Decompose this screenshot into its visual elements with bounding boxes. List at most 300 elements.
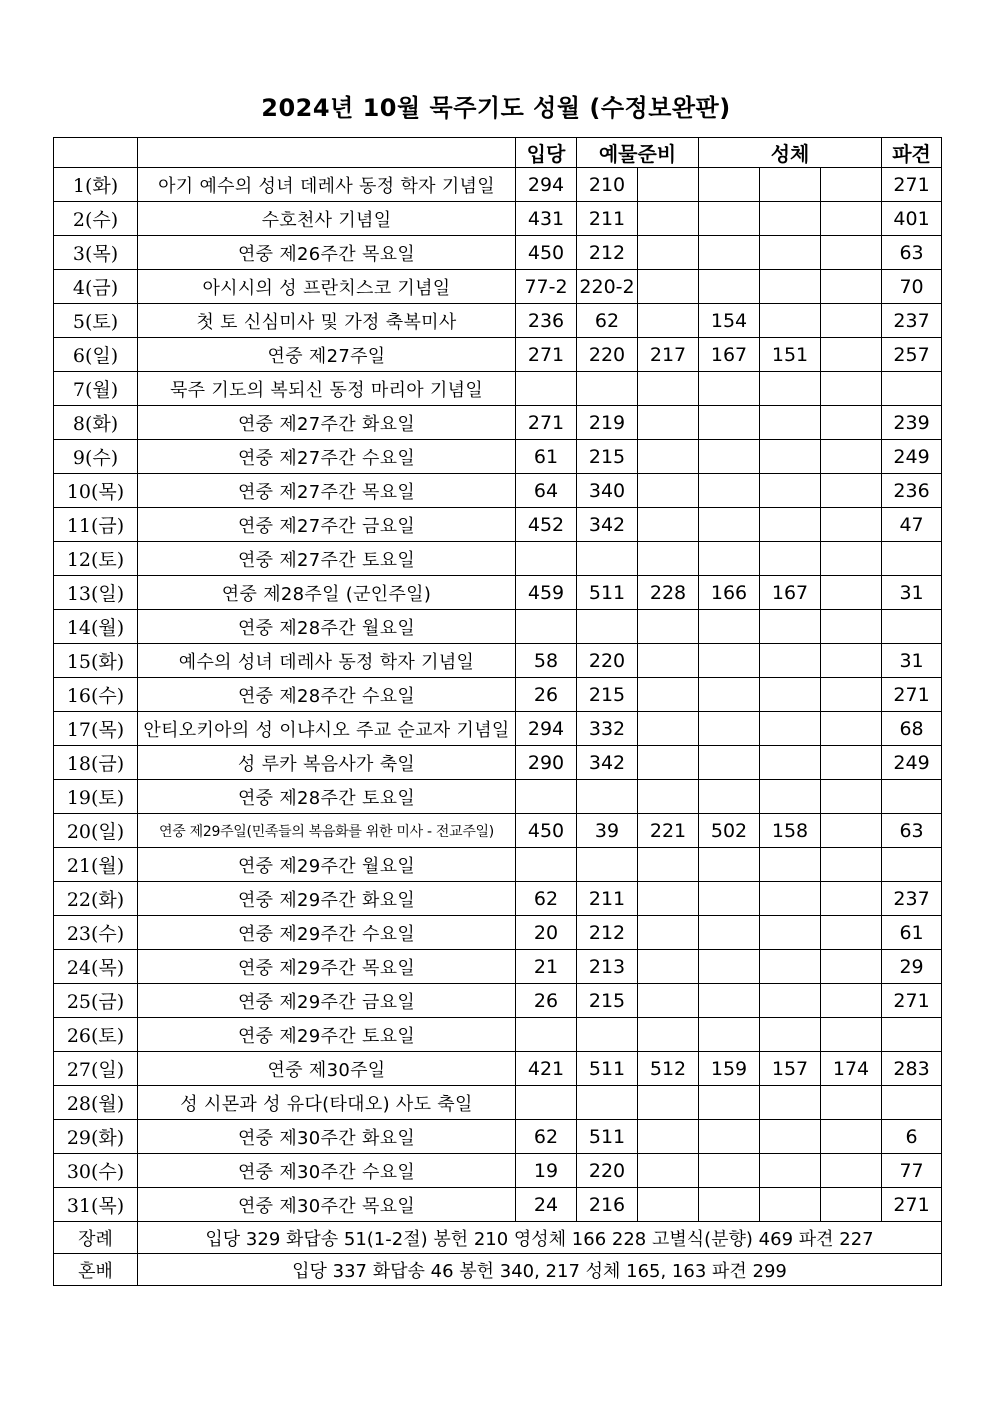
hymn-number-cell	[760, 1188, 821, 1222]
table-row	[54, 576, 942, 610]
hymn-number-cell: 220-2	[577, 270, 638, 304]
hymn-number-cell	[882, 848, 942, 882]
hymn-number-cell	[516, 372, 577, 406]
table-row	[54, 984, 942, 1018]
hymn-number-cell	[699, 610, 760, 644]
table-row	[54, 338, 942, 372]
hymn-number-cell: 61	[516, 440, 577, 474]
hymn-number-cell	[638, 610, 699, 644]
hymn-number-cell: 211	[577, 882, 638, 916]
day-cell: 20(일)	[54, 814, 138, 848]
hymn-number-cell	[821, 440, 882, 474]
hymn-number-cell: 512	[638, 1052, 699, 1086]
hymn-number-cell	[760, 882, 821, 916]
hymn-number-cell: 450	[516, 236, 577, 270]
table-row	[54, 508, 942, 542]
hymn-number-cell	[699, 1018, 760, 1052]
table-row	[54, 644, 942, 678]
hymn-number-cell: 283	[882, 1052, 942, 1086]
hymn-number-cell: 6	[882, 1120, 942, 1154]
table-row	[54, 1120, 942, 1154]
day-cell: 16(수)	[54, 678, 138, 712]
hymn-number-cell	[760, 678, 821, 712]
hymn-number-cell: 26	[516, 984, 577, 1018]
hymn-number-cell	[577, 610, 638, 644]
hymn-number-cell: 212	[577, 916, 638, 950]
hymn-number-cell: 220	[577, 338, 638, 372]
hymn-number-cell: 431	[516, 202, 577, 236]
hymn-number-cell: 511	[577, 1052, 638, 1086]
hymn-number-cell: 47	[882, 508, 942, 542]
hymn-number-cell: 31	[882, 576, 942, 610]
table-row	[54, 168, 942, 202]
hymn-number-cell	[638, 372, 699, 406]
table-row	[54, 814, 942, 848]
hymn-number-cell: 212	[577, 236, 638, 270]
hymn-number-cell	[821, 644, 882, 678]
celebration-name-cell: 예수의 성녀 데레사 동정 학자 기념일	[138, 644, 516, 678]
hymn-number-cell	[821, 270, 882, 304]
hymn-number-cell: 77	[882, 1154, 942, 1188]
hymn-number-cell: 257	[882, 338, 942, 372]
hymn-number-cell	[638, 440, 699, 474]
celebration-name-cell: 아기 예수의 성녀 데레사 동정 학자 기념일	[138, 168, 516, 202]
hymn-number-cell	[821, 780, 882, 814]
hymn-number-cell	[699, 1188, 760, 1222]
table-row	[54, 916, 942, 950]
hymn-number-cell: 159	[699, 1052, 760, 1086]
hymn-number-cell: 249	[882, 746, 942, 780]
hymn-number-cell	[821, 712, 882, 746]
table-row	[54, 270, 942, 304]
day-cell: 26(토)	[54, 1018, 138, 1052]
hymn-number-cell	[760, 236, 821, 270]
hymn-number-cell: 511	[577, 1120, 638, 1154]
hymn-number-cell: 340	[577, 474, 638, 508]
day-cell: 23(수)	[54, 916, 138, 950]
celebration-name-cell: 성 루카 복음사가 축일	[138, 746, 516, 780]
table-row	[54, 950, 942, 984]
table-row	[54, 236, 942, 270]
hymn-number-cell	[760, 508, 821, 542]
footer-label: 장례	[54, 1222, 138, 1254]
hymn-number-cell	[699, 406, 760, 440]
day-cell: 11(금)	[54, 508, 138, 542]
hymn-number-cell: 249	[882, 440, 942, 474]
day-cell: 8(화)	[54, 406, 138, 440]
hymn-number-cell	[760, 644, 821, 678]
hymn-number-cell	[882, 542, 942, 576]
day-cell: 19(토)	[54, 780, 138, 814]
hymn-number-cell	[699, 950, 760, 984]
hymn-number-cell: 61	[882, 916, 942, 950]
celebration-name-cell: 첫 토 신심미사 및 가정 축복미사	[138, 304, 516, 338]
hymn-number-cell	[882, 372, 942, 406]
hymn-number-cell	[821, 372, 882, 406]
day-cell: 13(일)	[54, 576, 138, 610]
hymn-number-cell	[760, 168, 821, 202]
hymn-number-cell	[516, 610, 577, 644]
hymn-number-cell	[821, 882, 882, 916]
table-row	[54, 440, 942, 474]
hymn-number-cell: 62	[516, 1120, 577, 1154]
hymn-number-cell	[760, 950, 821, 984]
table-row	[54, 780, 942, 814]
header-communion: 성체	[699, 138, 882, 168]
hymn-number-cell	[821, 984, 882, 1018]
hymn-number-cell: 220	[577, 1154, 638, 1188]
hymn-schedule-table	[53, 137, 942, 1286]
hymn-number-cell	[638, 508, 699, 542]
hymn-number-cell	[699, 882, 760, 916]
footer-text: 입당 329 화답송 51(1-2절) 봉헌 210 영성체 166 228 고별식(분향) 469 파견 227	[138, 1222, 942, 1254]
table-row	[54, 882, 942, 916]
celebration-name-cell: 연중 제27주간 금요일	[138, 508, 516, 542]
hymn-number-cell	[760, 202, 821, 236]
hymn-number-cell: 20	[516, 916, 577, 950]
hymn-number-cell	[699, 372, 760, 406]
hymn-number-cell	[882, 780, 942, 814]
hymn-number-cell	[699, 1120, 760, 1154]
table-row	[54, 1086, 942, 1120]
day-cell: 7(월)	[54, 372, 138, 406]
hymn-number-cell: 239	[882, 406, 942, 440]
hymn-number-cell: 213	[577, 950, 638, 984]
hymn-number-cell	[760, 1018, 821, 1052]
hymn-number-cell	[821, 474, 882, 508]
hymn-number-cell: 271	[516, 338, 577, 372]
day-cell: 14(월)	[54, 610, 138, 644]
hymn-number-cell: 502	[699, 814, 760, 848]
hymn-number-cell	[699, 678, 760, 712]
hymn-number-cell	[821, 542, 882, 576]
day-cell: 2(수)	[54, 202, 138, 236]
hymn-number-cell: 342	[577, 746, 638, 780]
table-row	[54, 712, 942, 746]
hymn-number-cell: 77-2	[516, 270, 577, 304]
hymn-number-cell	[638, 542, 699, 576]
hymn-number-cell: 29	[882, 950, 942, 984]
hymn-number-cell	[760, 542, 821, 576]
hymn-number-cell	[760, 406, 821, 440]
table-row	[54, 678, 942, 712]
hymn-number-cell	[516, 1018, 577, 1052]
table-row	[54, 848, 942, 882]
hymn-number-cell	[638, 1188, 699, 1222]
day-cell: 25(금)	[54, 984, 138, 1018]
hymn-number-cell	[638, 168, 699, 202]
hymn-number-cell	[760, 984, 821, 1018]
hymn-number-cell	[516, 1086, 577, 1120]
hymn-number-cell	[760, 712, 821, 746]
day-cell: 3(목)	[54, 236, 138, 270]
hymn-number-cell	[699, 1154, 760, 1188]
hymn-number-cell	[760, 610, 821, 644]
hymn-number-cell: 290	[516, 746, 577, 780]
hymn-number-cell	[699, 712, 760, 746]
hymn-number-cell: 63	[882, 236, 942, 270]
hymn-number-cell	[638, 950, 699, 984]
hymn-number-cell	[821, 236, 882, 270]
hymn-number-cell	[638, 882, 699, 916]
day-cell: 21(월)	[54, 848, 138, 882]
footer-row	[54, 1222, 942, 1254]
hymn-number-cell: 421	[516, 1052, 577, 1086]
hymn-number-cell: 158	[760, 814, 821, 848]
hymn-number-cell	[577, 542, 638, 576]
hymn-number-cell: 219	[577, 406, 638, 440]
hymn-number-cell	[760, 304, 821, 338]
hymn-number-cell	[699, 848, 760, 882]
hymn-number-cell	[699, 746, 760, 780]
hymn-number-cell	[821, 1188, 882, 1222]
hymn-number-cell	[516, 780, 577, 814]
hymn-number-cell	[638, 678, 699, 712]
hymn-number-cell	[699, 202, 760, 236]
celebration-name-cell: 연중 제28주일 (군인주일)	[138, 576, 516, 610]
page-title: 2024년 10월 묵주기도 성월 (수정보완판)	[261, 94, 731, 122]
hymn-number-cell	[638, 644, 699, 678]
table-row	[54, 1154, 942, 1188]
hymn-number-cell	[638, 1120, 699, 1154]
hymn-number-cell: 68	[882, 712, 942, 746]
hymn-number-cell: 70	[882, 270, 942, 304]
hymn-number-cell: 31	[882, 644, 942, 678]
hymn-number-cell: 63	[882, 814, 942, 848]
hymn-number-cell	[821, 338, 882, 372]
celebration-name-cell: 연중 제30주간 수요일	[138, 1154, 516, 1188]
hymn-number-cell	[821, 1154, 882, 1188]
hymn-number-cell	[638, 984, 699, 1018]
hymn-number-cell	[760, 916, 821, 950]
hymn-number-cell: 157	[760, 1052, 821, 1086]
hymn-number-cell	[821, 746, 882, 780]
hymn-number-cell	[821, 168, 882, 202]
day-cell: 10(목)	[54, 474, 138, 508]
celebration-name-cell: 연중 제29주간 금요일	[138, 984, 516, 1018]
footer-text: 입당 337 화답송 46 봉헌 340, 217 성체 165, 163 파견 299	[138, 1254, 942, 1286]
hymn-number-cell	[821, 576, 882, 610]
hymn-number-cell: 210	[577, 168, 638, 202]
day-cell: 9(수)	[54, 440, 138, 474]
hymn-number-cell	[882, 610, 942, 644]
hymn-number-cell	[821, 508, 882, 542]
hymn-number-cell	[638, 1154, 699, 1188]
day-cell: 30(수)	[54, 1154, 138, 1188]
hymn-number-cell: 459	[516, 576, 577, 610]
hymn-number-cell: 294	[516, 168, 577, 202]
celebration-name-cell: 연중 제30주간 목요일	[138, 1188, 516, 1222]
day-cell: 24(목)	[54, 950, 138, 984]
hymn-number-cell	[760, 780, 821, 814]
celebration-name-cell: 안티오키아의 성 이냐시오 주교 순교자 기념일	[138, 712, 516, 746]
header-day	[54, 138, 138, 168]
hymn-number-cell	[638, 1018, 699, 1052]
celebration-name-cell: 연중 제28주간 토요일	[138, 780, 516, 814]
hymn-number-cell	[699, 644, 760, 678]
celebration-name-cell: 연중 제27주간 목요일	[138, 474, 516, 508]
celebration-name-cell: 연중 제27주간 화요일	[138, 406, 516, 440]
celebration-name-cell: 연중 제29주일(민족들의 복음화를 위한 미사 - 전교주일)	[138, 814, 516, 848]
hymn-number-cell: 21	[516, 950, 577, 984]
hymn-number-cell	[699, 916, 760, 950]
celebration-name-cell: 성 시몬과 성 유다(타대오) 사도 축일	[138, 1086, 516, 1120]
hymn-number-cell: 64	[516, 474, 577, 508]
hymn-number-cell: 271	[882, 168, 942, 202]
hymn-number-cell	[699, 984, 760, 1018]
header-entrance: 입당	[516, 138, 577, 168]
hymn-number-cell: 220	[577, 644, 638, 678]
hymn-number-cell	[638, 236, 699, 270]
celebration-name-cell: 연중 제29주간 월요일	[138, 848, 516, 882]
header-offertory: 예물준비	[577, 138, 699, 168]
hymn-number-cell: 228	[638, 576, 699, 610]
hymn-number-cell	[577, 372, 638, 406]
hymn-number-cell	[760, 746, 821, 780]
hymn-number-cell: 167	[760, 576, 821, 610]
hymn-number-cell: 271	[882, 1188, 942, 1222]
hymn-number-cell: 236	[516, 304, 577, 338]
hymn-number-cell	[638, 270, 699, 304]
celebration-name-cell: 연중 제30주간 화요일	[138, 1120, 516, 1154]
hymn-number-cell	[699, 542, 760, 576]
hymn-number-cell	[577, 1086, 638, 1120]
table-row	[54, 1052, 942, 1086]
table-row	[54, 202, 942, 236]
hymn-number-cell	[760, 1086, 821, 1120]
hymn-number-cell	[699, 440, 760, 474]
hymn-number-cell: 271	[882, 984, 942, 1018]
hymn-number-cell: 237	[882, 882, 942, 916]
celebration-name-cell: 아시시의 성 프란치스코 기념일	[138, 270, 516, 304]
hymn-number-cell	[577, 780, 638, 814]
table-row	[54, 542, 942, 576]
hymn-number-cell	[760, 1154, 821, 1188]
hymn-number-cell: 154	[699, 304, 760, 338]
hymn-number-cell: 271	[882, 678, 942, 712]
day-cell: 6(일)	[54, 338, 138, 372]
celebration-name-cell: 연중 제29주간 수요일	[138, 916, 516, 950]
table-row	[54, 1188, 942, 1222]
hymn-number-cell: 215	[577, 984, 638, 1018]
hymn-number-cell	[760, 474, 821, 508]
hymn-number-cell: 450	[516, 814, 577, 848]
hymn-number-cell	[821, 1120, 882, 1154]
hymn-number-cell	[882, 1086, 942, 1120]
hymn-number-cell	[638, 1086, 699, 1120]
hymn-number-cell: 174	[821, 1052, 882, 1086]
celebration-name-cell: 연중 제29주간 목요일	[138, 950, 516, 984]
hymn-number-cell	[638, 406, 699, 440]
hymn-number-cell	[577, 848, 638, 882]
day-cell: 4(금)	[54, 270, 138, 304]
day-cell: 15(화)	[54, 644, 138, 678]
hymn-number-cell: 332	[577, 712, 638, 746]
hymn-number-cell	[821, 814, 882, 848]
hymn-number-cell	[638, 474, 699, 508]
hymn-number-cell	[699, 236, 760, 270]
day-cell: 29(화)	[54, 1120, 138, 1154]
hymn-number-cell	[760, 848, 821, 882]
hymn-number-cell	[760, 1120, 821, 1154]
hymn-number-cell	[699, 1086, 760, 1120]
hymn-number-cell	[699, 474, 760, 508]
hymn-number-cell: 401	[882, 202, 942, 236]
day-cell: 12(토)	[54, 542, 138, 576]
table-row	[54, 304, 942, 338]
day-cell: 27(일)	[54, 1052, 138, 1086]
hymn-number-cell: 167	[699, 338, 760, 372]
hymn-number-cell	[699, 780, 760, 814]
day-cell: 31(목)	[54, 1188, 138, 1222]
header-name	[138, 138, 516, 168]
day-cell: 18(금)	[54, 746, 138, 780]
hymn-number-cell	[638, 712, 699, 746]
day-cell: 17(목)	[54, 712, 138, 746]
celebration-name-cell: 연중 제29주간 화요일	[138, 882, 516, 916]
hymn-number-cell: 236	[882, 474, 942, 508]
day-cell: 28(월)	[54, 1086, 138, 1120]
hymn-number-cell	[821, 848, 882, 882]
hymn-number-cell: 62	[516, 882, 577, 916]
hymn-number-cell: 211	[577, 202, 638, 236]
hymn-number-cell	[638, 746, 699, 780]
hymn-number-cell	[699, 168, 760, 202]
hymn-number-cell: 151	[760, 338, 821, 372]
header-dismissal: 파견	[882, 138, 942, 168]
celebration-name-cell: 연중 제27주간 수요일	[138, 440, 516, 474]
hymn-number-cell	[638, 848, 699, 882]
celebration-name-cell: 묵주 기도의 복되신 동정 마리아 기념일	[138, 372, 516, 406]
hymn-number-cell	[760, 372, 821, 406]
table-row	[54, 372, 942, 406]
hymn-number-cell: 216	[577, 1188, 638, 1222]
hymn-number-cell: 271	[516, 406, 577, 440]
hymn-number-cell	[699, 508, 760, 542]
hymn-number-cell	[821, 406, 882, 440]
table-row	[54, 610, 942, 644]
hymn-number-cell	[760, 270, 821, 304]
hymn-number-cell: 39	[577, 814, 638, 848]
hymn-number-cell: 452	[516, 508, 577, 542]
table-row	[54, 406, 942, 440]
hymn-number-cell	[821, 678, 882, 712]
hymn-number-cell: 58	[516, 644, 577, 678]
hymn-number-cell: 221	[638, 814, 699, 848]
hymn-number-cell: 511	[577, 576, 638, 610]
hymn-number-cell	[638, 780, 699, 814]
hymn-number-cell: 62	[577, 304, 638, 338]
day-cell: 5(토)	[54, 304, 138, 338]
day-cell: 22(화)	[54, 882, 138, 916]
hymn-number-cell	[821, 950, 882, 984]
hymn-number-cell: 19	[516, 1154, 577, 1188]
celebration-name-cell: 수호천사 기념일	[138, 202, 516, 236]
hymn-number-cell	[638, 916, 699, 950]
hymn-number-cell: 342	[577, 508, 638, 542]
table-row	[54, 746, 942, 780]
hymn-number-cell	[821, 610, 882, 644]
celebration-name-cell: 연중 제28주간 월요일	[138, 610, 516, 644]
hymn-number-cell	[821, 304, 882, 338]
day-cell: 1(화)	[54, 168, 138, 202]
table-header-row	[54, 138, 942, 168]
celebration-name-cell: 연중 제30주일	[138, 1052, 516, 1086]
hymn-number-cell	[638, 304, 699, 338]
celebration-name-cell: 연중 제27주간 토요일	[138, 542, 516, 576]
footer-row	[54, 1254, 942, 1286]
hymn-number-cell	[821, 202, 882, 236]
